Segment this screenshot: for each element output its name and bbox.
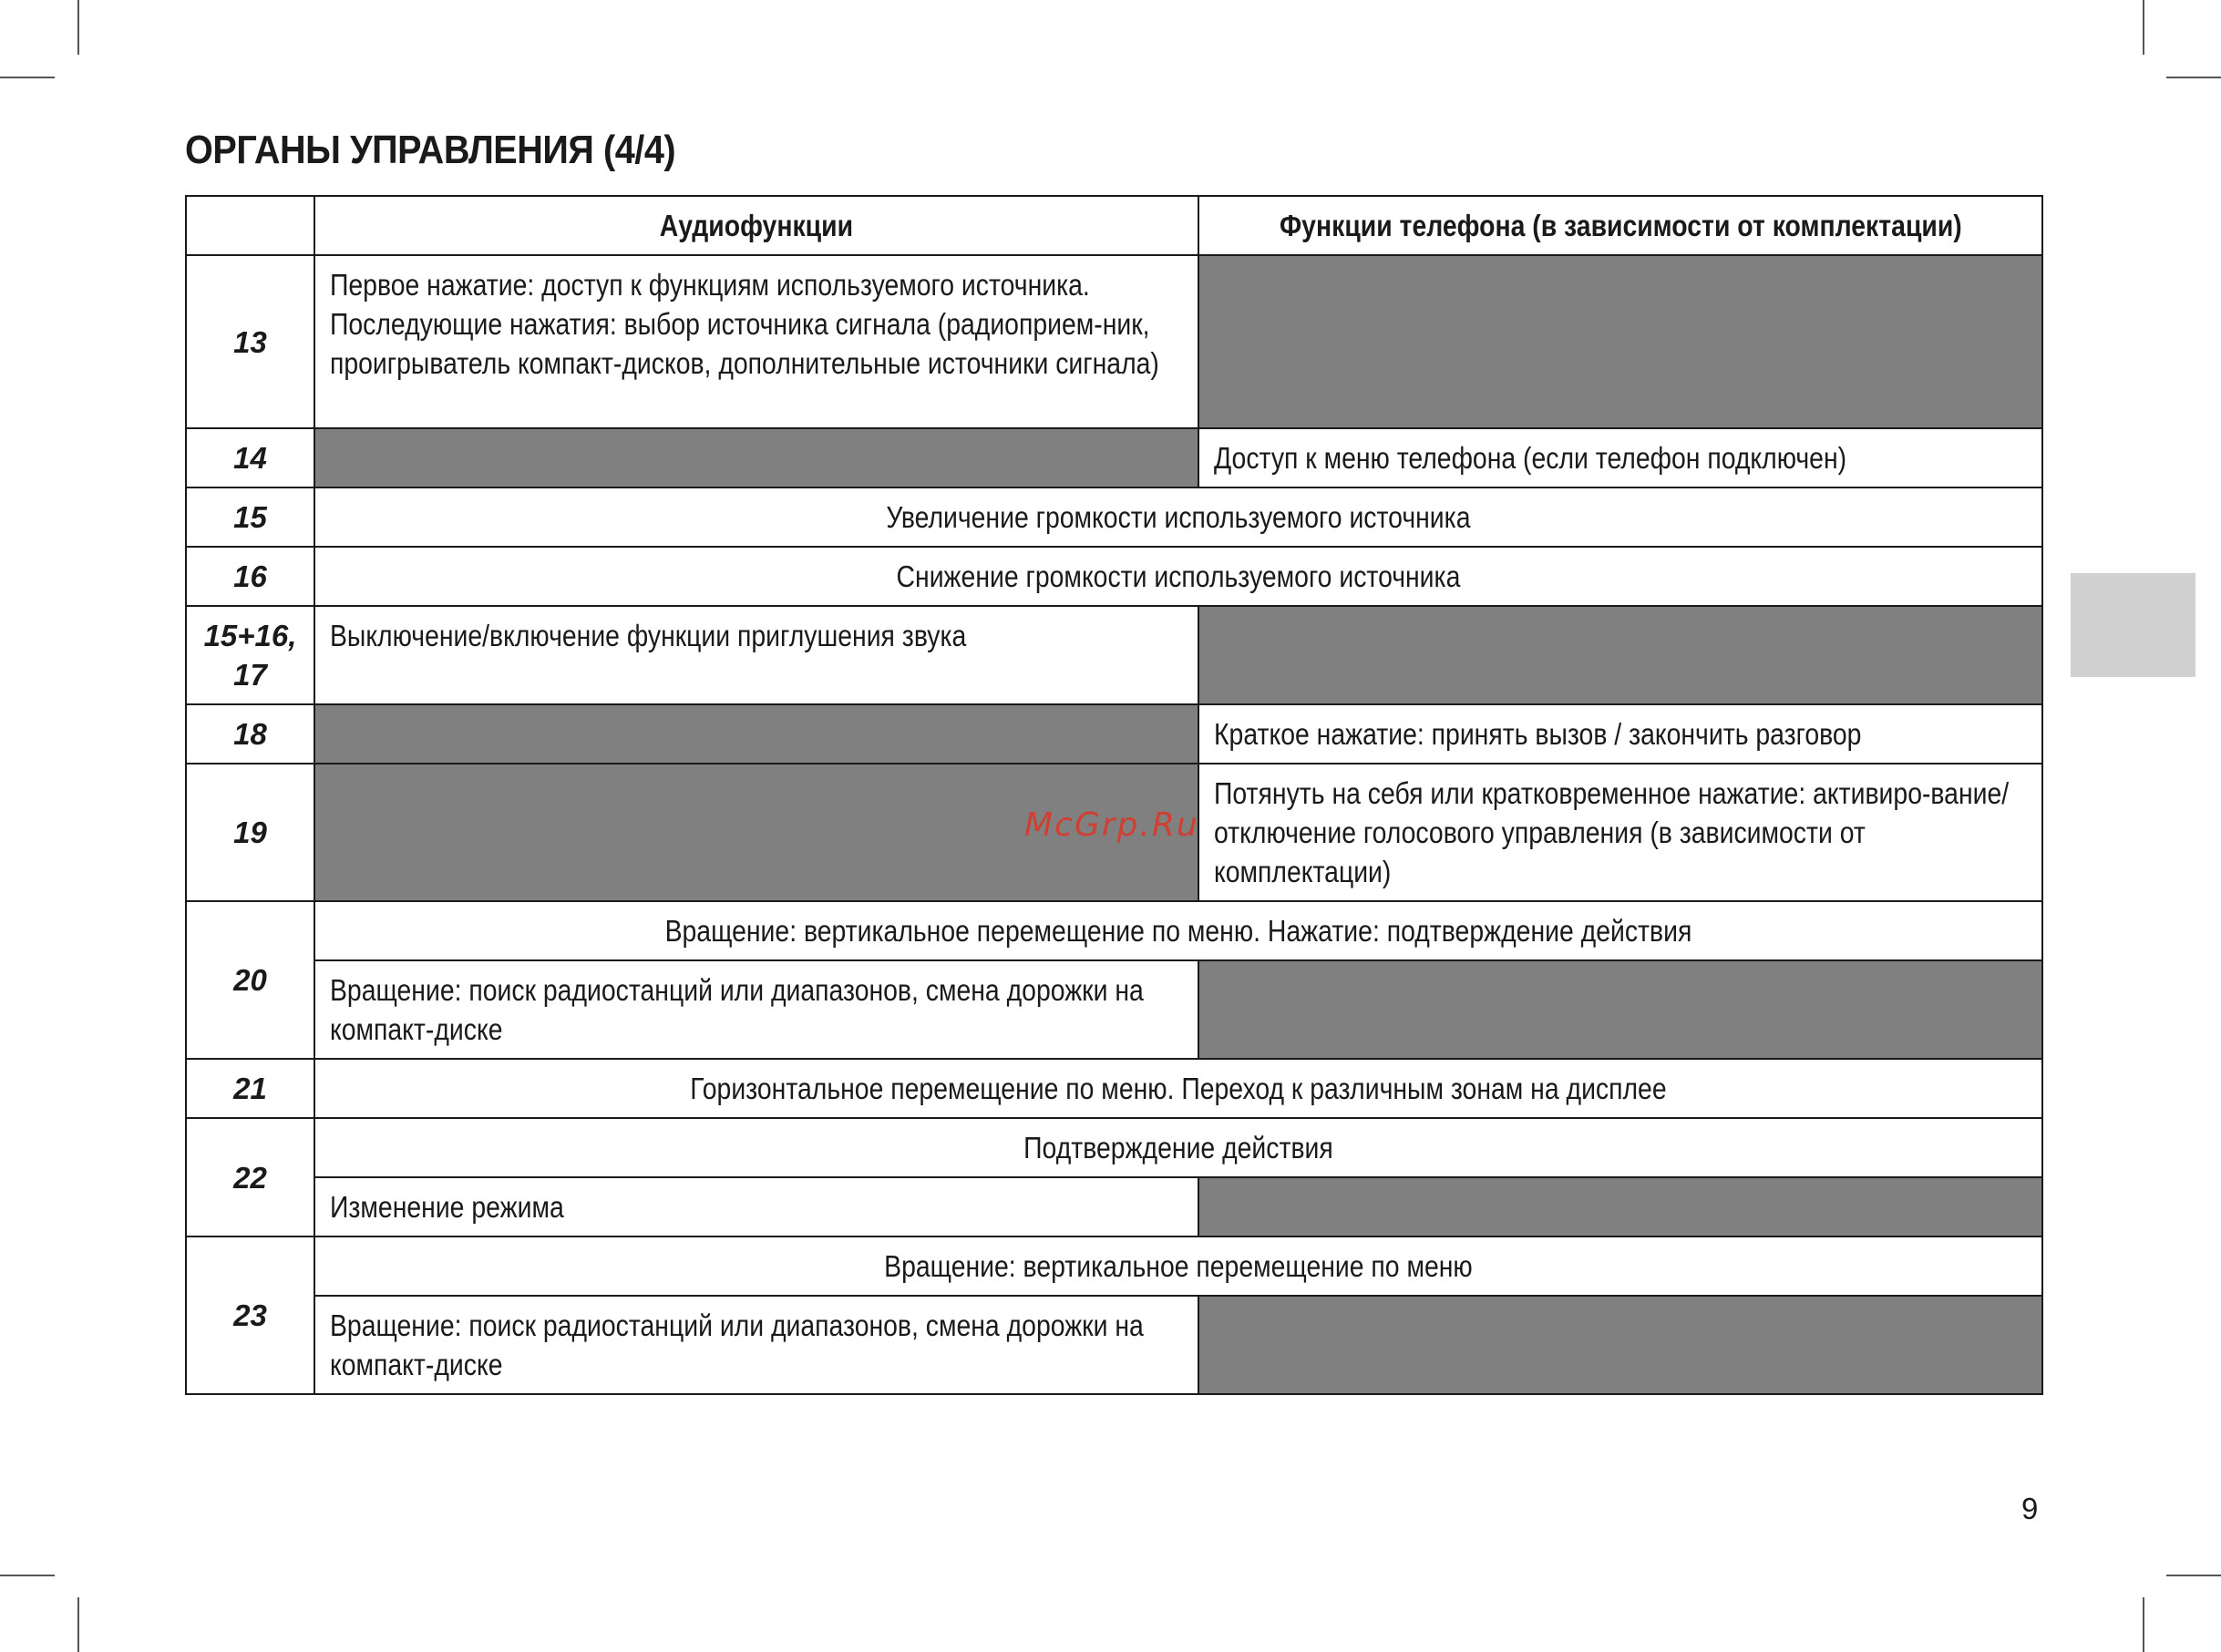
table-row (186, 1059, 2042, 1118)
row-number: 15+16, 17 (186, 606, 314, 704)
crop-mark (0, 1575, 55, 1576)
shaded-cell (314, 428, 1198, 487)
audio-cell: Первое нажатие: доступ к функциям используемого источника. Последующие нажатия: выбор источника сигнала (радиоприем-ник, проигрыватель компакт-дисков, дополнительные источники сигнала) (314, 255, 1198, 428)
row-number: 15 (186, 487, 314, 547)
row-number: 16 (186, 547, 314, 606)
shared-cell: Снижение громкости используемого источника (314, 547, 2042, 606)
crop-mark (2143, 1597, 2144, 1652)
shaded-cell (1198, 960, 2042, 1059)
phone-cell: Доступ к меню телефона (если телефон подключен) (1198, 428, 2042, 487)
row-number: 22 (186, 1118, 314, 1236)
table-row (186, 547, 2042, 606)
shared-cell: Увеличение громкости используемого источника (314, 487, 2042, 547)
row-number: 18 (186, 704, 314, 764)
controls-table (185, 195, 2043, 1395)
shaded-cell (1198, 1177, 2042, 1236)
table-row (186, 428, 2042, 487)
row-number: 21 (186, 1059, 314, 1118)
row-number: 14 (186, 428, 314, 487)
watermark: McGrp.Ru (1024, 806, 1199, 844)
phone-cell: Потянуть на себя или кратковременное нажатие: активиро-вание/отключение голосового управления (в зависимости от комплектации) (1198, 764, 2042, 901)
audio-cell: Изменение режима (314, 1177, 1198, 1236)
shared-cell: Подтверждение действия (314, 1118, 2042, 1177)
shaded-cell (1198, 255, 2042, 428)
header-cell-number (186, 196, 314, 255)
shared-cell: Горизонтальное перемещение по меню. Переход к различным зонам на дисплее (314, 1059, 2042, 1118)
header-cell-audio: Аудиофункции (314, 196, 1198, 255)
row-number: 20 (186, 901, 314, 1059)
table-header-row (186, 196, 2042, 255)
shaded-cell (1198, 1296, 2042, 1394)
crop-mark (0, 77, 55, 78)
crop-mark (77, 1597, 79, 1652)
table-row (186, 1118, 2042, 1177)
table-row (186, 1177, 2042, 1236)
crop-mark (2166, 77, 2221, 78)
page-title: ОРГАНЫ УПРАВЛЕНИЯ (4/4) (185, 128, 676, 172)
table-row (186, 1296, 2042, 1394)
shared-cell: Вращение: вертикальное перемещение по меню (314, 1236, 2042, 1296)
table-row (186, 901, 2042, 960)
table-row (186, 704, 2042, 764)
row-number: 23 (186, 1236, 314, 1394)
table-row (186, 960, 2042, 1059)
shaded-cell (314, 704, 1198, 764)
shaded-cell (1198, 606, 2042, 704)
page-number: 9 (2021, 1492, 2039, 1525)
crop-mark (2143, 0, 2144, 55)
crop-mark (2166, 1575, 2221, 1576)
audio-cell: Вращение: поиск радиостанций или диапазонов, смена дорожки на компакт-диске (314, 960, 1198, 1059)
shared-cell: Вращение: вертикальное перемещение по меню. Нажатие: подтверждение действия (314, 901, 2042, 960)
header-cell-phone: Функции телефона (в зависимости от комплектации) (1198, 196, 2042, 255)
audio-cell: Выключение/включение функции приглушения звука (314, 606, 1198, 704)
row-number: 19 (186, 764, 314, 901)
table-row (186, 606, 2042, 704)
row-number: 13 (186, 255, 314, 428)
audio-cell: Вращение: поиск радиостанций или диапазонов, смена дорожки на компакт-диске (314, 1296, 1198, 1394)
crop-mark (77, 0, 79, 55)
table-row (186, 487, 2042, 547)
table-row (186, 1236, 2042, 1296)
section-tab (2071, 573, 2195, 677)
phone-cell: Краткое нажатие: принять вызов / закончить разговор (1198, 704, 2042, 764)
table-row (186, 255, 2042, 428)
